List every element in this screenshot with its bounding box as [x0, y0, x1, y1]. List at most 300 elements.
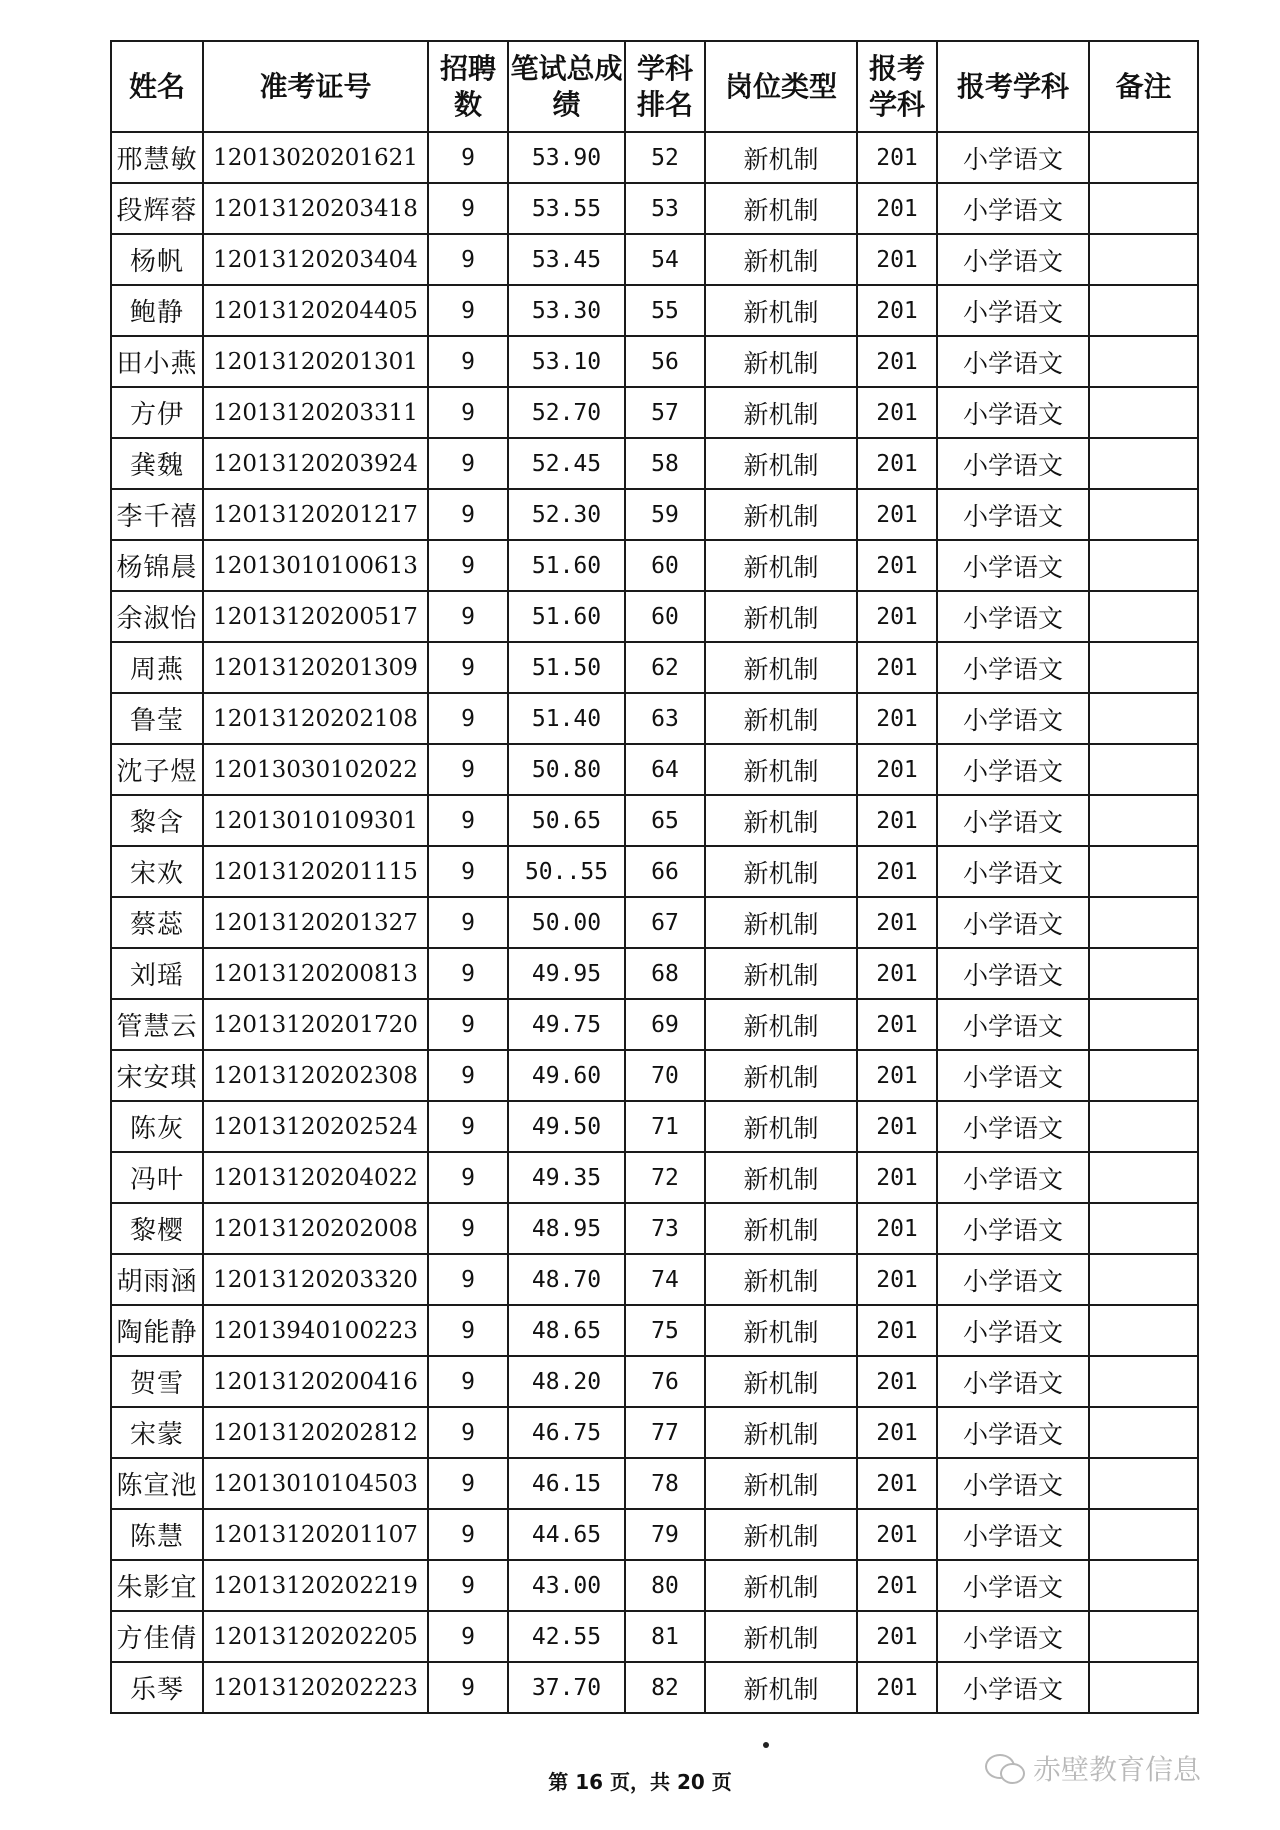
cell-name: 李千禧	[111, 489, 203, 540]
cell-post-type: 新机制	[705, 642, 857, 693]
cell-ticket-number: 12013120200416	[203, 1356, 428, 1407]
cell-subject-name: 小学语文	[937, 1458, 1089, 1509]
cell-subject-code: 201	[857, 1509, 937, 1560]
cell-subject-name: 小学语文	[937, 1101, 1089, 1152]
cell-subject-code: 201	[857, 540, 937, 591]
cell-subject-name: 小学语文	[937, 1050, 1089, 1101]
cell-written-score: 49.50	[508, 1101, 625, 1152]
cell-remarks	[1089, 1611, 1198, 1662]
cell-subject-code: 201	[857, 999, 937, 1050]
cell-subject-rank: 65	[625, 795, 705, 846]
cell-remarks	[1089, 132, 1198, 183]
cell-subject-rank: 70	[625, 1050, 705, 1101]
cell-name: 胡雨涵	[111, 1254, 203, 1305]
cell-recruit-count: 9	[428, 1203, 508, 1254]
cell-written-score: 37.70	[508, 1662, 625, 1713]
cell-post-type: 新机制	[705, 1254, 857, 1305]
table-row	[111, 1254, 1198, 1305]
cell-written-score: 48.95	[508, 1203, 625, 1254]
cell-post-type: 新机制	[705, 897, 857, 948]
cell-subject-code: 201	[857, 948, 937, 999]
cell-subject-code: 201	[857, 693, 937, 744]
cell-ticket-number: 12013010109301	[203, 795, 428, 846]
table-row	[111, 1152, 1198, 1203]
cell-written-score: 51.60	[508, 591, 625, 642]
cell-subject-name: 小学语文	[937, 183, 1089, 234]
stray-dot	[763, 1742, 769, 1748]
cell-subject-rank: 60	[625, 540, 705, 591]
cell-post-type: 新机制	[705, 1509, 857, 1560]
cell-subject-rank: 52	[625, 132, 705, 183]
cell-subject-name: 小学语文	[937, 693, 1089, 744]
watermark	[985, 1748, 1201, 1788]
cell-name: 周燕	[111, 642, 203, 693]
cell-name: 乐琴	[111, 1662, 203, 1713]
cell-post-type: 新机制	[705, 438, 857, 489]
cell-post-type: 新机制	[705, 1152, 857, 1203]
cell-subject-name: 小学语文	[937, 1560, 1089, 1611]
cell-ticket-number: 12013120203418	[203, 183, 428, 234]
cell-written-score: 50.00	[508, 897, 625, 948]
cell-subject-name: 小学语文	[937, 642, 1089, 693]
table-row	[111, 285, 1198, 336]
cell-written-score: 44.65	[508, 1509, 625, 1560]
cell-post-type: 新机制	[705, 1407, 857, 1458]
cell-remarks	[1089, 693, 1198, 744]
cell-ticket-number: 12013120203404	[203, 234, 428, 285]
table-row	[111, 489, 1198, 540]
table-row	[111, 438, 1198, 489]
cell-subject-code: 201	[857, 591, 937, 642]
cell-remarks	[1089, 1560, 1198, 1611]
cell-subject-rank: 60	[625, 591, 705, 642]
cell-remarks	[1089, 591, 1198, 642]
cell-written-score: 43.00	[508, 1560, 625, 1611]
cell-remarks	[1089, 285, 1198, 336]
cell-ticket-number: 12013120201107	[203, 1509, 428, 1560]
cell-recruit-count: 9	[428, 540, 508, 591]
cell-name: 陈灰	[111, 1101, 203, 1152]
cell-subject-rank: 82	[625, 1662, 705, 1713]
cell-post-type: 新机制	[705, 132, 857, 183]
cell-post-type: 新机制	[705, 1356, 857, 1407]
table-row	[111, 1560, 1198, 1611]
cell-recruit-count: 9	[428, 387, 508, 438]
cell-remarks	[1089, 999, 1198, 1050]
cell-subject-rank: 53	[625, 183, 705, 234]
cell-subject-code: 201	[857, 846, 937, 897]
cell-remarks	[1089, 183, 1198, 234]
cell-remarks	[1089, 489, 1198, 540]
cell-recruit-count: 9	[428, 795, 508, 846]
cell-ticket-number: 12013120202812	[203, 1407, 428, 1458]
header-subject-code: 报考学科	[857, 41, 937, 132]
cell-subject-name: 小学语文	[937, 846, 1089, 897]
cell-written-score: 49.35	[508, 1152, 625, 1203]
table-row	[111, 846, 1198, 897]
cell-subject-rank: 69	[625, 999, 705, 1050]
cell-subject-code: 201	[857, 1203, 937, 1254]
cell-remarks	[1089, 1305, 1198, 1356]
cell-subject-code: 201	[857, 1254, 937, 1305]
cell-ticket-number: 12013120200517	[203, 591, 428, 642]
cell-subject-name: 小学语文	[937, 1152, 1089, 1203]
cell-recruit-count: 9	[428, 1560, 508, 1611]
cell-written-score: 46.75	[508, 1407, 625, 1458]
cell-name: 段辉蓉	[111, 183, 203, 234]
cell-ticket-number: 12013120203924	[203, 438, 428, 489]
cell-remarks	[1089, 1662, 1198, 1713]
cell-remarks	[1089, 1356, 1198, 1407]
header-row	[111, 41, 1198, 132]
cell-subject-name: 小学语文	[937, 387, 1089, 438]
cell-subject-rank: 74	[625, 1254, 705, 1305]
cell-written-score: 48.70	[508, 1254, 625, 1305]
cell-recruit-count: 9	[428, 744, 508, 795]
cell-subject-name: 小学语文	[937, 1203, 1089, 1254]
cell-remarks	[1089, 336, 1198, 387]
cell-name: 贺雪	[111, 1356, 203, 1407]
cell-recruit-count: 9	[428, 591, 508, 642]
header-subject-rank: 学科排名	[625, 41, 705, 132]
cell-ticket-number: 12013010100613	[203, 540, 428, 591]
cell-recruit-count: 9	[428, 999, 508, 1050]
cell-written-score: 53.45	[508, 234, 625, 285]
cell-post-type: 新机制	[705, 1560, 857, 1611]
header-written-score: 笔试总成绩	[508, 41, 625, 132]
cell-subject-name: 小学语文	[937, 540, 1089, 591]
cell-recruit-count: 9	[428, 1509, 508, 1560]
table-row	[111, 642, 1198, 693]
cell-name: 刘瑶	[111, 948, 203, 999]
cell-ticket-number: 12013120200813	[203, 948, 428, 999]
table-row	[111, 1662, 1198, 1713]
cell-written-score: 52.70	[508, 387, 625, 438]
cell-subject-code: 201	[857, 1050, 937, 1101]
cell-recruit-count: 9	[428, 438, 508, 489]
cell-ticket-number: 12013120202524	[203, 1101, 428, 1152]
cell-post-type: 新机制	[705, 744, 857, 795]
cell-written-score: 51.40	[508, 693, 625, 744]
cell-subject-rank: 80	[625, 1560, 705, 1611]
cell-subject-rank: 76	[625, 1356, 705, 1407]
cell-recruit-count: 9	[428, 1101, 508, 1152]
table-row	[111, 948, 1198, 999]
cell-recruit-count: 9	[428, 234, 508, 285]
cell-post-type: 新机制	[705, 693, 857, 744]
cell-subject-rank: 57	[625, 387, 705, 438]
header-name: 姓名	[111, 41, 203, 132]
header-recruit-count: 招聘数	[428, 41, 508, 132]
cell-ticket-number: 12013120202108	[203, 693, 428, 744]
cell-subject-name: 小学语文	[937, 438, 1089, 489]
cell-subject-name: 小学语文	[937, 897, 1089, 948]
cell-name: 沈子煜	[111, 744, 203, 795]
cell-ticket-number: 12013120203311	[203, 387, 428, 438]
cell-written-score: 53.30	[508, 285, 625, 336]
cell-ticket-number: 12013120201115	[203, 846, 428, 897]
cell-subject-rank: 81	[625, 1611, 705, 1662]
cell-recruit-count: 9	[428, 1611, 508, 1662]
page-number: 第 16 页，共 20 页	[548, 1770, 732, 1794]
cell-recruit-count: 9	[428, 846, 508, 897]
cell-ticket-number: 12013120203320	[203, 1254, 428, 1305]
cell-post-type: 新机制	[705, 1662, 857, 1713]
header-ticket-number: 准考证号	[203, 41, 428, 132]
header-remarks: 备注	[1089, 41, 1198, 132]
cell-post-type: 新机制	[705, 999, 857, 1050]
cell-subject-rank: 62	[625, 642, 705, 693]
cell-name: 龚魏	[111, 438, 203, 489]
cell-subject-code: 201	[857, 489, 937, 540]
cell-subject-code: 201	[857, 1152, 937, 1203]
table-row	[111, 336, 1198, 387]
table-row	[111, 744, 1198, 795]
cell-recruit-count: 9	[428, 1254, 508, 1305]
cell-subject-code: 201	[857, 285, 937, 336]
cell-ticket-number: 12013120202205	[203, 1611, 428, 1662]
cell-recruit-count: 9	[428, 1152, 508, 1203]
cell-recruit-count: 9	[428, 693, 508, 744]
cell-ticket-number: 12013120201720	[203, 999, 428, 1050]
table-row	[111, 999, 1198, 1050]
cell-recruit-count: 9	[428, 1305, 508, 1356]
cell-subject-name: 小学语文	[937, 1356, 1089, 1407]
table-row	[111, 540, 1198, 591]
cell-subject-rank: 72	[625, 1152, 705, 1203]
cell-ticket-number: 12013120202308	[203, 1050, 428, 1101]
cell-written-score: 53.90	[508, 132, 625, 183]
cell-subject-code: 201	[857, 1407, 937, 1458]
cell-name: 田小燕	[111, 336, 203, 387]
cell-remarks	[1089, 948, 1198, 999]
cell-recruit-count: 9	[428, 897, 508, 948]
cell-subject-code: 201	[857, 1356, 937, 1407]
cell-subject-code: 201	[857, 438, 937, 489]
cell-ticket-number: 12013120204405	[203, 285, 428, 336]
cell-subject-name: 小学语文	[937, 489, 1089, 540]
cell-name: 方伊	[111, 387, 203, 438]
cell-written-score: 49.60	[508, 1050, 625, 1101]
cell-subject-code: 201	[857, 1560, 937, 1611]
cell-subject-name: 小学语文	[937, 285, 1089, 336]
cell-remarks	[1089, 1101, 1198, 1152]
cell-name: 陈慧	[111, 1509, 203, 1560]
cell-name: 宋欢	[111, 846, 203, 897]
cell-written-score: 52.45	[508, 438, 625, 489]
cell-post-type: 新机制	[705, 540, 857, 591]
cell-remarks	[1089, 1458, 1198, 1509]
table-row	[111, 1509, 1198, 1560]
cell-name: 宋安琪	[111, 1050, 203, 1101]
cell-subject-code: 201	[857, 1611, 937, 1662]
cell-subject-code: 201	[857, 897, 937, 948]
cell-subject-name: 小学语文	[937, 132, 1089, 183]
cell-written-score: 49.95	[508, 948, 625, 999]
cell-name: 黎含	[111, 795, 203, 846]
cell-name: 余淑怡	[111, 591, 203, 642]
table-row	[111, 897, 1198, 948]
cell-post-type: 新机制	[705, 1101, 857, 1152]
cell-written-score: 50.80	[508, 744, 625, 795]
cell-subject-rank: 63	[625, 693, 705, 744]
table-row	[111, 1458, 1198, 1509]
cell-post-type: 新机制	[705, 1458, 857, 1509]
cell-subject-name: 小学语文	[937, 1662, 1089, 1713]
cell-name: 黎樱	[111, 1203, 203, 1254]
table-row	[111, 795, 1198, 846]
cell-subject-code: 201	[857, 336, 937, 387]
cell-subject-code: 201	[857, 1305, 937, 1356]
cell-recruit-count: 9	[428, 948, 508, 999]
cell-remarks	[1089, 642, 1198, 693]
table-row	[111, 1101, 1198, 1152]
cell-name: 陈宣池	[111, 1458, 203, 1509]
header-subject-name: 报考学科	[937, 41, 1089, 132]
cell-post-type: 新机制	[705, 1305, 857, 1356]
cell-remarks	[1089, 897, 1198, 948]
cell-name: 朱影宜	[111, 1560, 203, 1611]
cell-remarks	[1089, 234, 1198, 285]
cell-subject-name: 小学语文	[937, 1611, 1089, 1662]
cell-subject-rank: 67	[625, 897, 705, 948]
cell-written-score: 53.10	[508, 336, 625, 387]
cell-recruit-count: 9	[428, 1050, 508, 1101]
cell-subject-name: 小学语文	[937, 1407, 1089, 1458]
cell-remarks	[1089, 1050, 1198, 1101]
cell-written-score: 49.75	[508, 999, 625, 1050]
cell-subject-name: 小学语文	[937, 948, 1089, 999]
cell-subject-rank: 73	[625, 1203, 705, 1254]
cell-subject-code: 201	[857, 795, 937, 846]
cell-subject-code: 201	[857, 132, 937, 183]
cell-post-type: 新机制	[705, 336, 857, 387]
cell-name: 宋蒙	[111, 1407, 203, 1458]
cell-subject-name: 小学语文	[937, 234, 1089, 285]
cell-written-score: 48.65	[508, 1305, 625, 1356]
cell-subject-code: 201	[857, 744, 937, 795]
cell-subject-rank: 79	[625, 1509, 705, 1560]
cell-ticket-number: 12013010104503	[203, 1458, 428, 1509]
cell-post-type: 新机制	[705, 489, 857, 540]
cell-subject-name: 小学语文	[937, 1509, 1089, 1560]
cell-remarks	[1089, 1254, 1198, 1305]
cell-ticket-number: 12013120201301	[203, 336, 428, 387]
cell-post-type: 新机制	[705, 1050, 857, 1101]
cell-subject-code: 201	[857, 234, 937, 285]
cell-ticket-number: 12013120204022	[203, 1152, 428, 1203]
cell-recruit-count: 9	[428, 1662, 508, 1713]
table-row	[111, 693, 1198, 744]
table-body	[111, 132, 1198, 1713]
cell-recruit-count: 9	[428, 132, 508, 183]
cell-subject-name: 小学语文	[937, 591, 1089, 642]
cell-remarks	[1089, 1509, 1198, 1560]
cell-written-score: 42.55	[508, 1611, 625, 1662]
cell-subject-rank: 66	[625, 846, 705, 897]
cell-written-score: 51.60	[508, 540, 625, 591]
wechat-icon	[985, 1752, 1025, 1784]
score-table	[110, 40, 1199, 1714]
cell-name: 陶能静	[111, 1305, 203, 1356]
cell-written-score: 48.20	[508, 1356, 625, 1407]
cell-written-score: 46.15	[508, 1458, 625, 1509]
cell-subject-name: 小学语文	[937, 1305, 1089, 1356]
cell-post-type: 新机制	[705, 234, 857, 285]
cell-post-type: 新机制	[705, 387, 857, 438]
cell-written-score: 50.65	[508, 795, 625, 846]
cell-subject-code: 201	[857, 1662, 937, 1713]
cell-remarks	[1089, 795, 1198, 846]
cell-subject-rank: 54	[625, 234, 705, 285]
cell-name: 鲁莹	[111, 693, 203, 744]
cell-post-type: 新机制	[705, 591, 857, 642]
cell-post-type: 新机制	[705, 795, 857, 846]
cell-name: 杨锦晨	[111, 540, 203, 591]
cell-subject-rank: 59	[625, 489, 705, 540]
cell-recruit-count: 9	[428, 285, 508, 336]
table-row	[111, 1356, 1198, 1407]
cell-remarks	[1089, 1407, 1198, 1458]
cell-subject-rank: 58	[625, 438, 705, 489]
cell-name: 管慧云	[111, 999, 203, 1050]
cell-ticket-number: 12013020201621	[203, 132, 428, 183]
cell-post-type: 新机制	[705, 1203, 857, 1254]
cell-written-score: 50..55	[508, 846, 625, 897]
cell-post-type: 新机制	[705, 948, 857, 999]
cell-recruit-count: 9	[428, 183, 508, 234]
cell-subject-code: 201	[857, 1458, 937, 1509]
cell-recruit-count: 9	[428, 1407, 508, 1458]
cell-recruit-count: 9	[428, 642, 508, 693]
cell-remarks	[1089, 1152, 1198, 1203]
cell-post-type: 新机制	[705, 846, 857, 897]
table-row	[111, 132, 1198, 183]
cell-remarks	[1089, 540, 1198, 591]
watermark-text: 赤壁教育信息	[1033, 1753, 1202, 1786]
cell-subject-code: 201	[857, 642, 937, 693]
cell-ticket-number: 12013120202008	[203, 1203, 428, 1254]
cell-remarks	[1089, 438, 1198, 489]
table-row	[111, 591, 1198, 642]
table-row	[111, 1305, 1198, 1356]
cell-ticket-number: 12013030102022	[203, 744, 428, 795]
cell-remarks	[1089, 744, 1198, 795]
cell-subject-code: 201	[857, 387, 937, 438]
cell-recruit-count: 9	[428, 336, 508, 387]
cell-recruit-count: 9	[428, 1356, 508, 1407]
cell-remarks	[1089, 387, 1198, 438]
cell-written-score: 51.50	[508, 642, 625, 693]
table-row	[111, 1050, 1198, 1101]
cell-subject-rank: 77	[625, 1407, 705, 1458]
table-row	[111, 234, 1198, 285]
cell-ticket-number: 12013120201217	[203, 489, 428, 540]
cell-post-type: 新机制	[705, 183, 857, 234]
cell-post-type: 新机制	[705, 285, 857, 336]
cell-ticket-number: 12013120201309	[203, 642, 428, 693]
cell-subject-rank: 68	[625, 948, 705, 999]
cell-subject-rank: 75	[625, 1305, 705, 1356]
cell-ticket-number: 12013120202219	[203, 1560, 428, 1611]
cell-subject-code: 201	[857, 183, 937, 234]
cell-recruit-count: 9	[428, 1458, 508, 1509]
cell-name: 蔡蕊	[111, 897, 203, 948]
cell-name: 邢慧敏	[111, 132, 203, 183]
cell-subject-rank: 64	[625, 744, 705, 795]
cell-name: 冯叶	[111, 1152, 203, 1203]
cell-name: 鲍静	[111, 285, 203, 336]
